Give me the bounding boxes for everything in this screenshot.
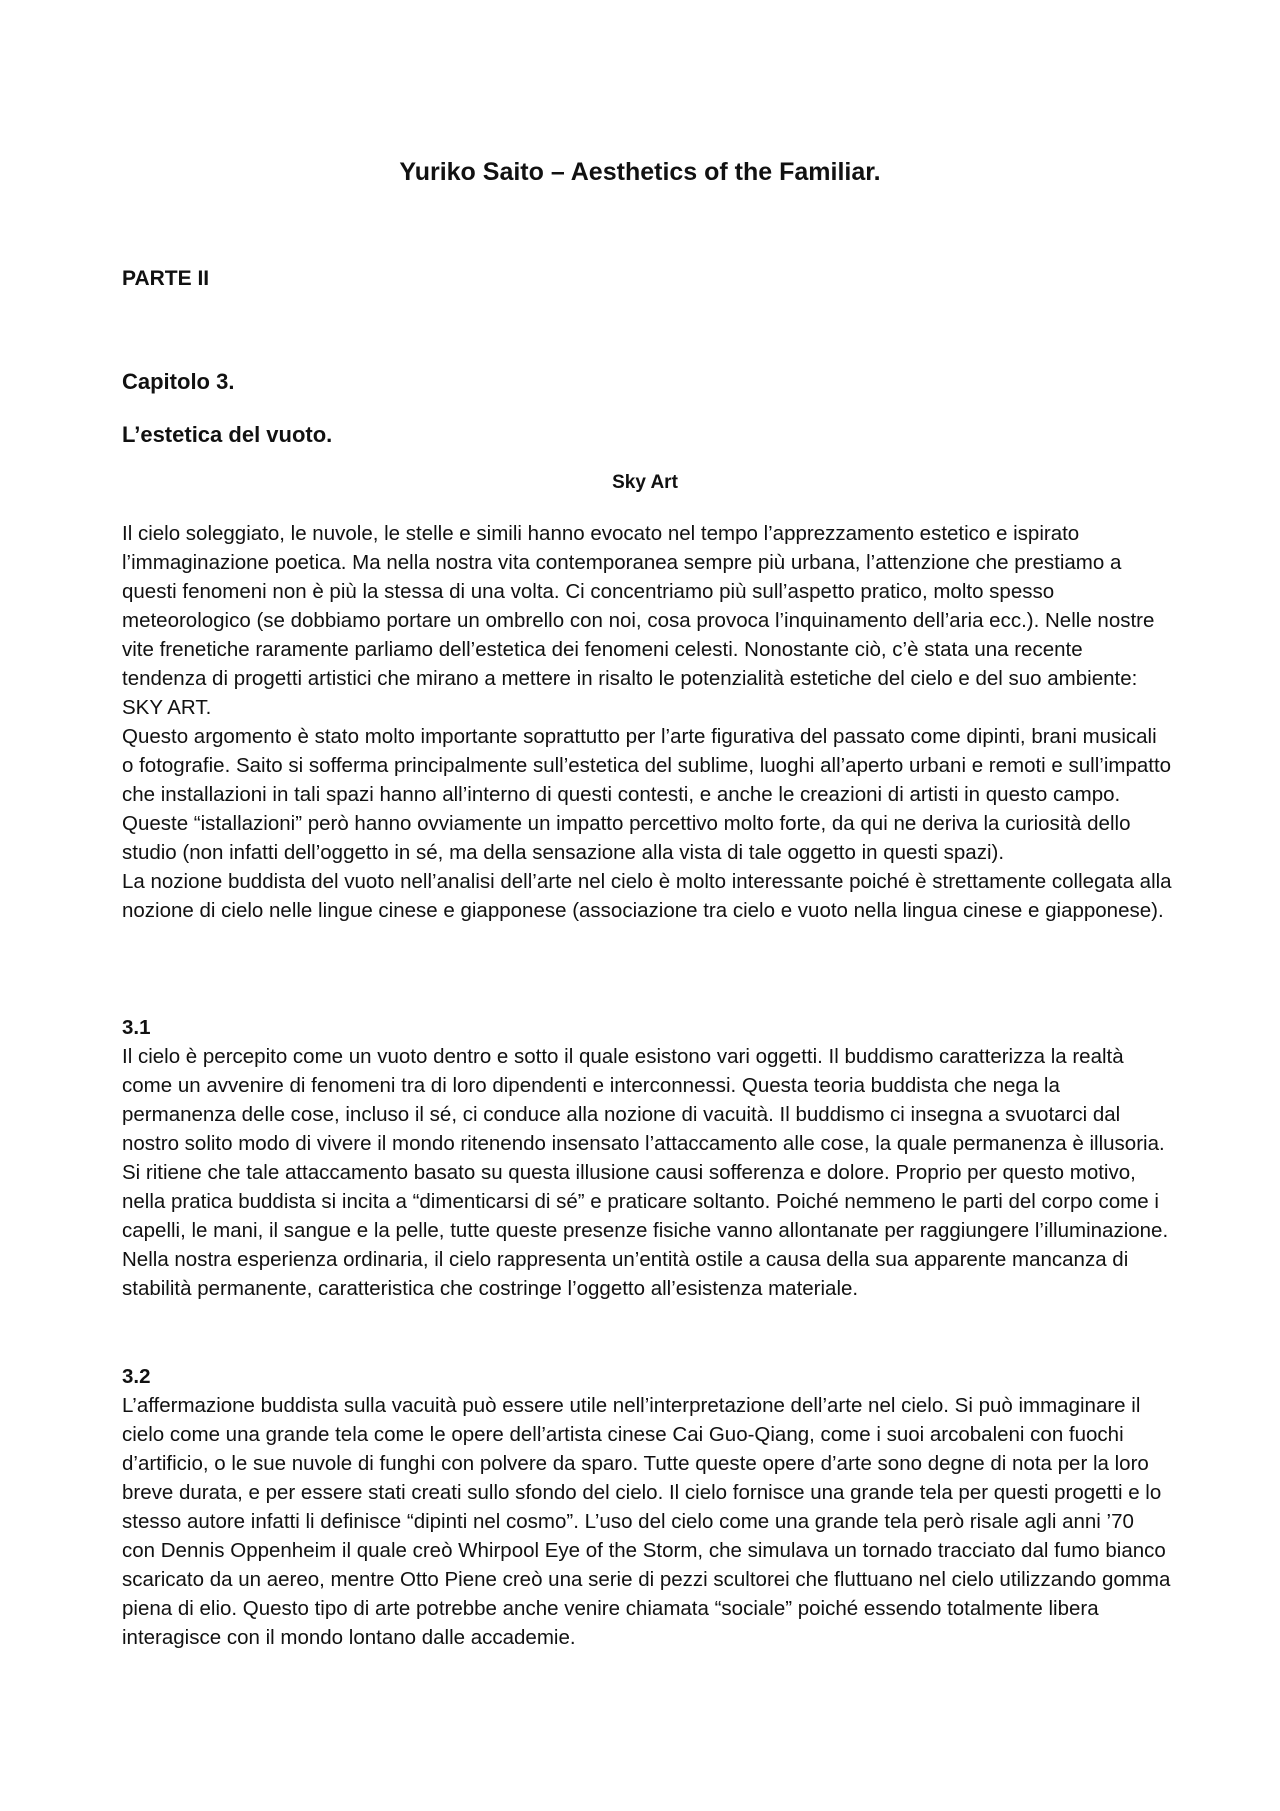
section-number: 3.1 xyxy=(122,1016,151,1039)
document-title: Yuriko Saito – Aesthetics of the Familiar. xyxy=(399,158,881,186)
section-3-2 xyxy=(122,1362,1172,1652)
paragraph: L’affermazione buddista sulla vacuità può essere utile nell’interpretazione dell’arte nel cielo. Si può immaginare il cielo come una grande tela come le opere dell’artista cinese Cai Guo-Qiang, come i suoi arcobaleni con fuochi d’artificio, o le sue nuvole di funghi con polvere da sparo. Tutte queste opere d’arte sono degne di nota per la loro breve durata, e per essere stati creati sullo sfondo del cielo. Il cielo fornisce una grande tela per questi progetti e lo stesso autore infatti li definisce “dipinti nel cosmo”. L’uso del cielo come una grande tela però risale agli anni ’70 con Dennis Oppenheim il quale creò Whirpool Eye of the Storm, che simulava un tornado tracciato dal fumo bianco scaricato da un aereo, mentre Otto Piene creò una serie di pezzi scultorei che fluttuano nel cielo utilizzando gomma piena di elio. Questo tipo di arte potrebbe anche venire chiamata “sociale” poiché essendo totalmente libera interagisce con il mondo lontano dalle accademie. xyxy=(122,1394,1171,1649)
section-number: 3.2 xyxy=(122,1365,151,1388)
chapter-label: Capitolo 3. xyxy=(122,369,235,394)
part-label: PARTE II xyxy=(122,267,210,290)
paragraph: La nozione buddista del vuoto nell’analisi dell’arte nel cielo è molto interessante poiché è strettamente collegata alla nozione di cielo nelle lingue cinese e giapponese (associazione tra cielo e vuoto nella lingua cinese e giapponese). xyxy=(122,870,1172,922)
paragraph: Questo argomento è stato molto importante soprattutto per l’arte figurativa del passato come dipinti, brani musicali o fotografie. Saito si sofferma principalmente sull’estetica del sublime, luoghi all’aperto urbani e remoti e sull’impatto che installazioni in tali spazi hanno all’interno di questi contesti, e anche le creazioni di artisti in questo campo. Queste “istallazioni” però hanno ovviamente un impatto percettivo molto forte, da qui ne deriva la curiosità dello studio (non infatti dell’oggetto in sé, ma della sensazione alla vista di tale oggetto in questi spazi). xyxy=(122,725,1172,864)
paragraph: Nella nostra esperienza ordinaria, il cielo rappresenta un’entità ostile a causa della sua apparente mancanza di stabilità permanente, caratteristica che costringe l’oggetto all’esistenza materiale. xyxy=(122,1248,1129,1300)
paragraph: Il cielo è percepito come un vuoto dentro e sotto il quale esistono vari oggetti. Il buddismo caratterizza la realtà come un avvenire di fenomeni tra di loro dipendenti e interconnessi. Questa teoria buddista che nega la permanenza delle cose, incluso il sé, ci conduce alla nozione di vacuità. Il buddismo ci insegna a svuotarci dal nostro solito modo di vivere il mondo ritenendo insensato l’attaccamento alle cose, la quale permanenza è illusoria. Si ritiene che tale attaccamento basato su questa illusione causi sofferenza e dolore. Proprio per questo motivo, nella pratica buddista si incita a “dimenticarsi di sé” e praticare soltanto. Poiché nemmeno le parti del corpo come i capelli, le mani, il sangue e la pelle, tutte queste presenze fisiche vanno allontanate per raggiungere l’illuminazione. xyxy=(122,1045,1169,1242)
chapter-title: L’estetica del vuoto. xyxy=(122,422,333,447)
intro-text xyxy=(122,519,1172,925)
paragraph: Il cielo soleggiato, le nuvole, le stelle e simili hanno evocato nel tempo l’apprezzamento estetico e ispirato l’immaginazione poetica. Ma nella nostra vita contemporanea sempre più urbana, l’attenzione che prestiamo a questi fenomeni non è più la stessa di una volta. Ci concentriamo più sull’aspetto pratico, molto spesso meteorologico (se dobbiamo portare un ombrello con noi, cosa provoca l’inquinamento dell’aria ecc.). Nelle nostre vite frenetiche raramente parliamo dell’estetica dei fenomeni celesti. Nonostante ciò, c’è stata una recente tendenza di progetti artistici che mirano a mettere in risalto le potenzialità estetiche del cielo e del suo ambiente: SKY ART. xyxy=(122,522,1155,719)
section-subheading: Sky Art xyxy=(612,472,678,493)
section-3-1 xyxy=(122,1013,1172,1303)
